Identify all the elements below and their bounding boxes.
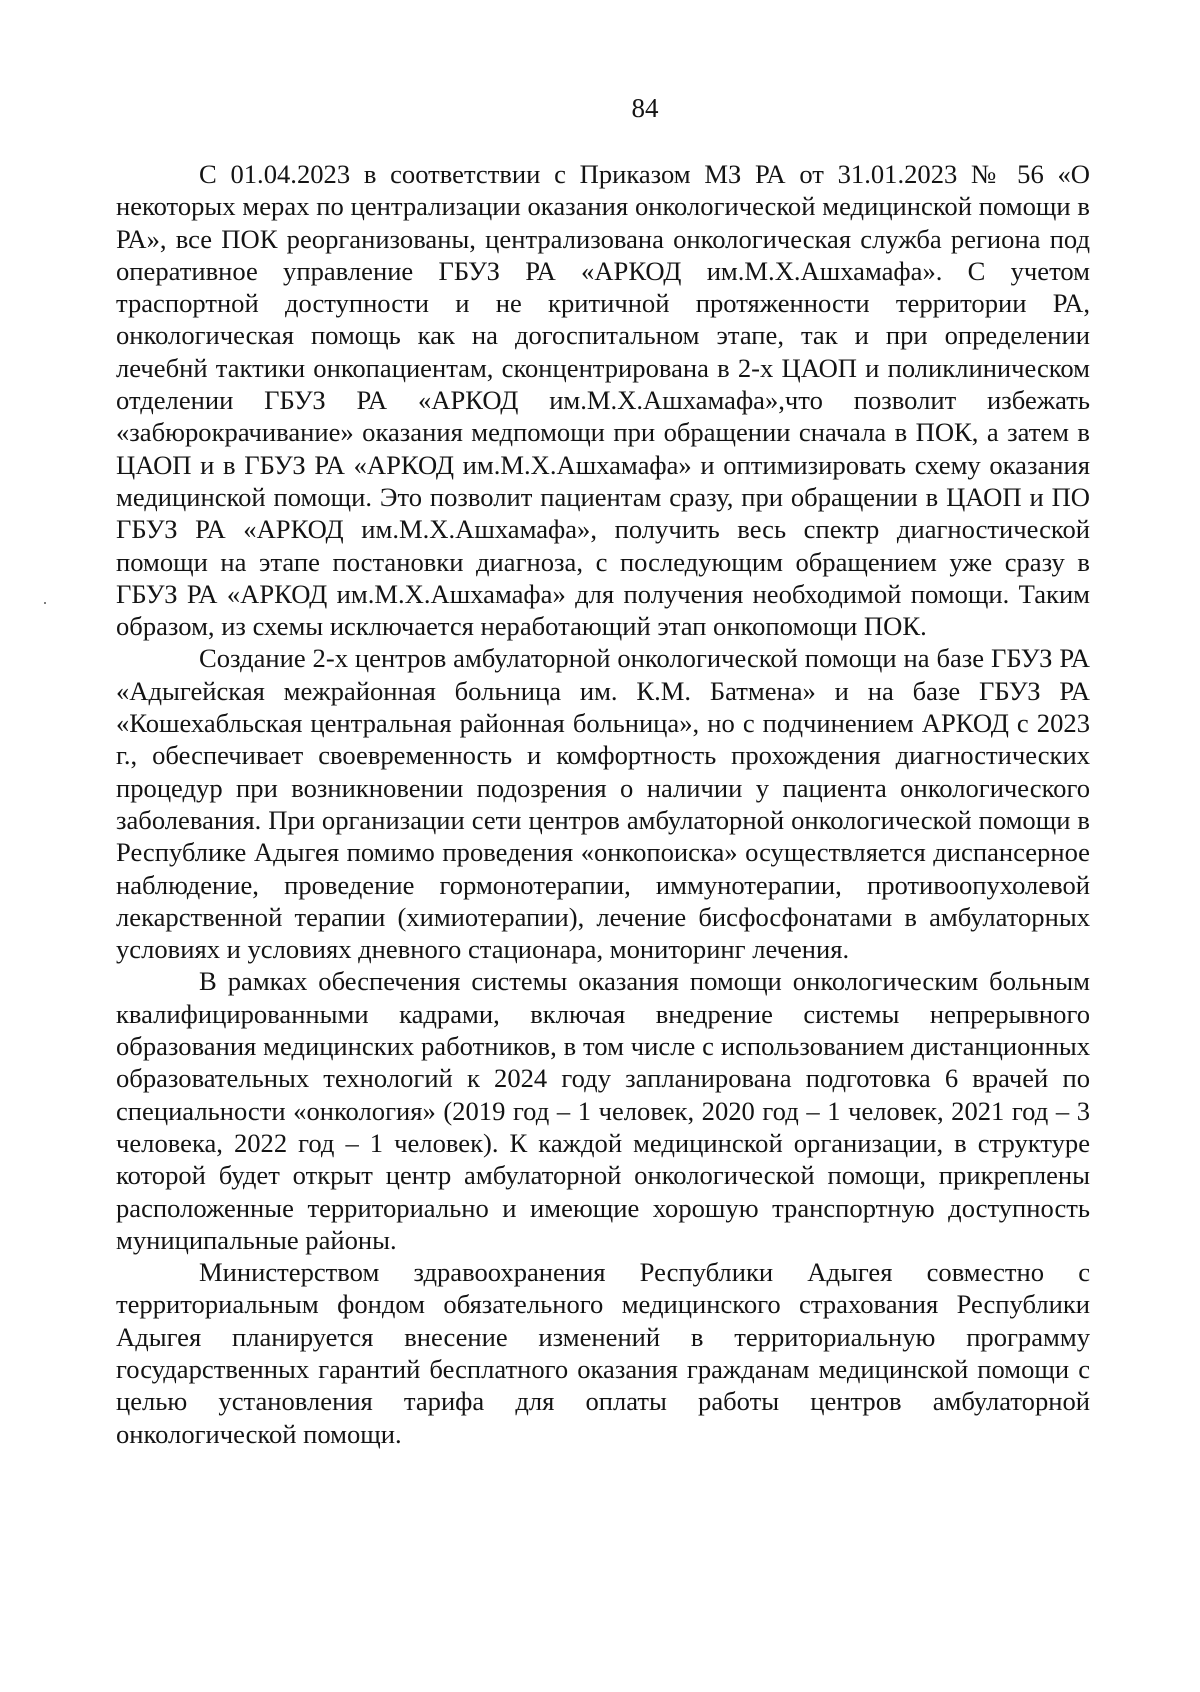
page-number: 84 [631, 93, 659, 123]
paragraph-centralization: С 01.04.2023 в соответствии с Приказом МЗ РА от 31.01.2023 № 56 «О некоторых мерах по централизации оказания онкологической медицинской помощи в РА», все ПОК реорганизованы, централизована онкологическая служба региона под оперативное управление ГБУЗ РА «АРКОД им.М.Х.Ашхамафа». С учетом траспортной доступности и не критичной протяженности территории РА, онкологическая помощь как на догоспитальном этапе, так и при определении лечебнй тактики онкопациентам, сконцентрирована в 2-х ЦАОП и поликлиническом отделении ГБУЗ РА «АРКОД им.М.Х.Ашхамафа»,что позволит избежать «забюрокрачивание» оказания медпомощи при обращении сначала в ПОК, а затем в ЦАОП и в ГБУЗ РА «АРКОД им.М.Х.Ашхамафа» и оптимизировать схему оказания медицинской помощи. Это позволит пациентам сразу, при обращении в ЦАОП и ПО ГБУЗ РА «АРКОД им.М.Х.Ашхамафа», получить весь спектр диагностической помощи на этапе постановки диагноза, с последующим обращением уже сразу в ГБУЗ РА «АРКОД им.М.Х.Ашхамафа» для получения необходимой помощи. Таким образом, из схемы исключается неработающий этап онкопомощи ПОК. [116, 159, 1090, 642]
paragraph-staff-training: В рамках обеспечения системы оказания помощи онкологическим больным квалифицированными кадрами, включая внедрение системы непрерывного образования медицинских работников, в том числе с использованием дистанционных образовательных технологий к 2024 году запланирована подготовка 6 врачей по специальности «онкология» (2019 год – 1 человек, 2020 год – 1 человек, 2021 год – 3 человека, 2022 год – 1 человек). К каждой медицинской организации, в структуре которой будет открыт центр амбулаторной онкологической помощи, прикреплены расположенные территориально и имеющие хорошую транспортную доступность муниципальные районы. [116, 966, 1090, 1255]
paragraph-outpatient-centers: Создание 2-х центров амбулаторной онкологической помощи на базе ГБУЗ РА «Адыгейская межрайонная больница им. К.М. Батмена» и на базе ГБУЗ РА «Кошехабльская центральная районная больница», но с подчинением АРКОД с 2023 г., обеспечивает своевременность и комфортность прохождения диагностических процедур при возникновении подозрения о наличии у пациента онкологического заболевания. При организации сети центров амбулаторной онкологической помощи в Республике Адыгея помимо проведения «онкопоиска» осуществляется диспансерное наблюдение, проведение гормонотерапии, иммунотерапии, противоопухолевой лекарственной терапии (химиотерапии), лечение бисфосфонатами в амбулаторных условиях и условиях дневного стационара, мониторинг лечения. [116, 643, 1090, 965]
scan-speck [44, 602, 46, 604]
body-text [116, 158, 1090, 1450]
paragraph-tariff-changes: Министерством здравоохранения Республики Адыгея совместно с территориальным фондом обязательного медицинского страхования Республики Адыгея планируется внесение изменений в территориальную программу государственных гарантий бесплатного оказания гражданам медицинской помощи с целью установления тарифа для оплаты работы центров амбулаторной онкологической помощи. [116, 1257, 1090, 1449]
